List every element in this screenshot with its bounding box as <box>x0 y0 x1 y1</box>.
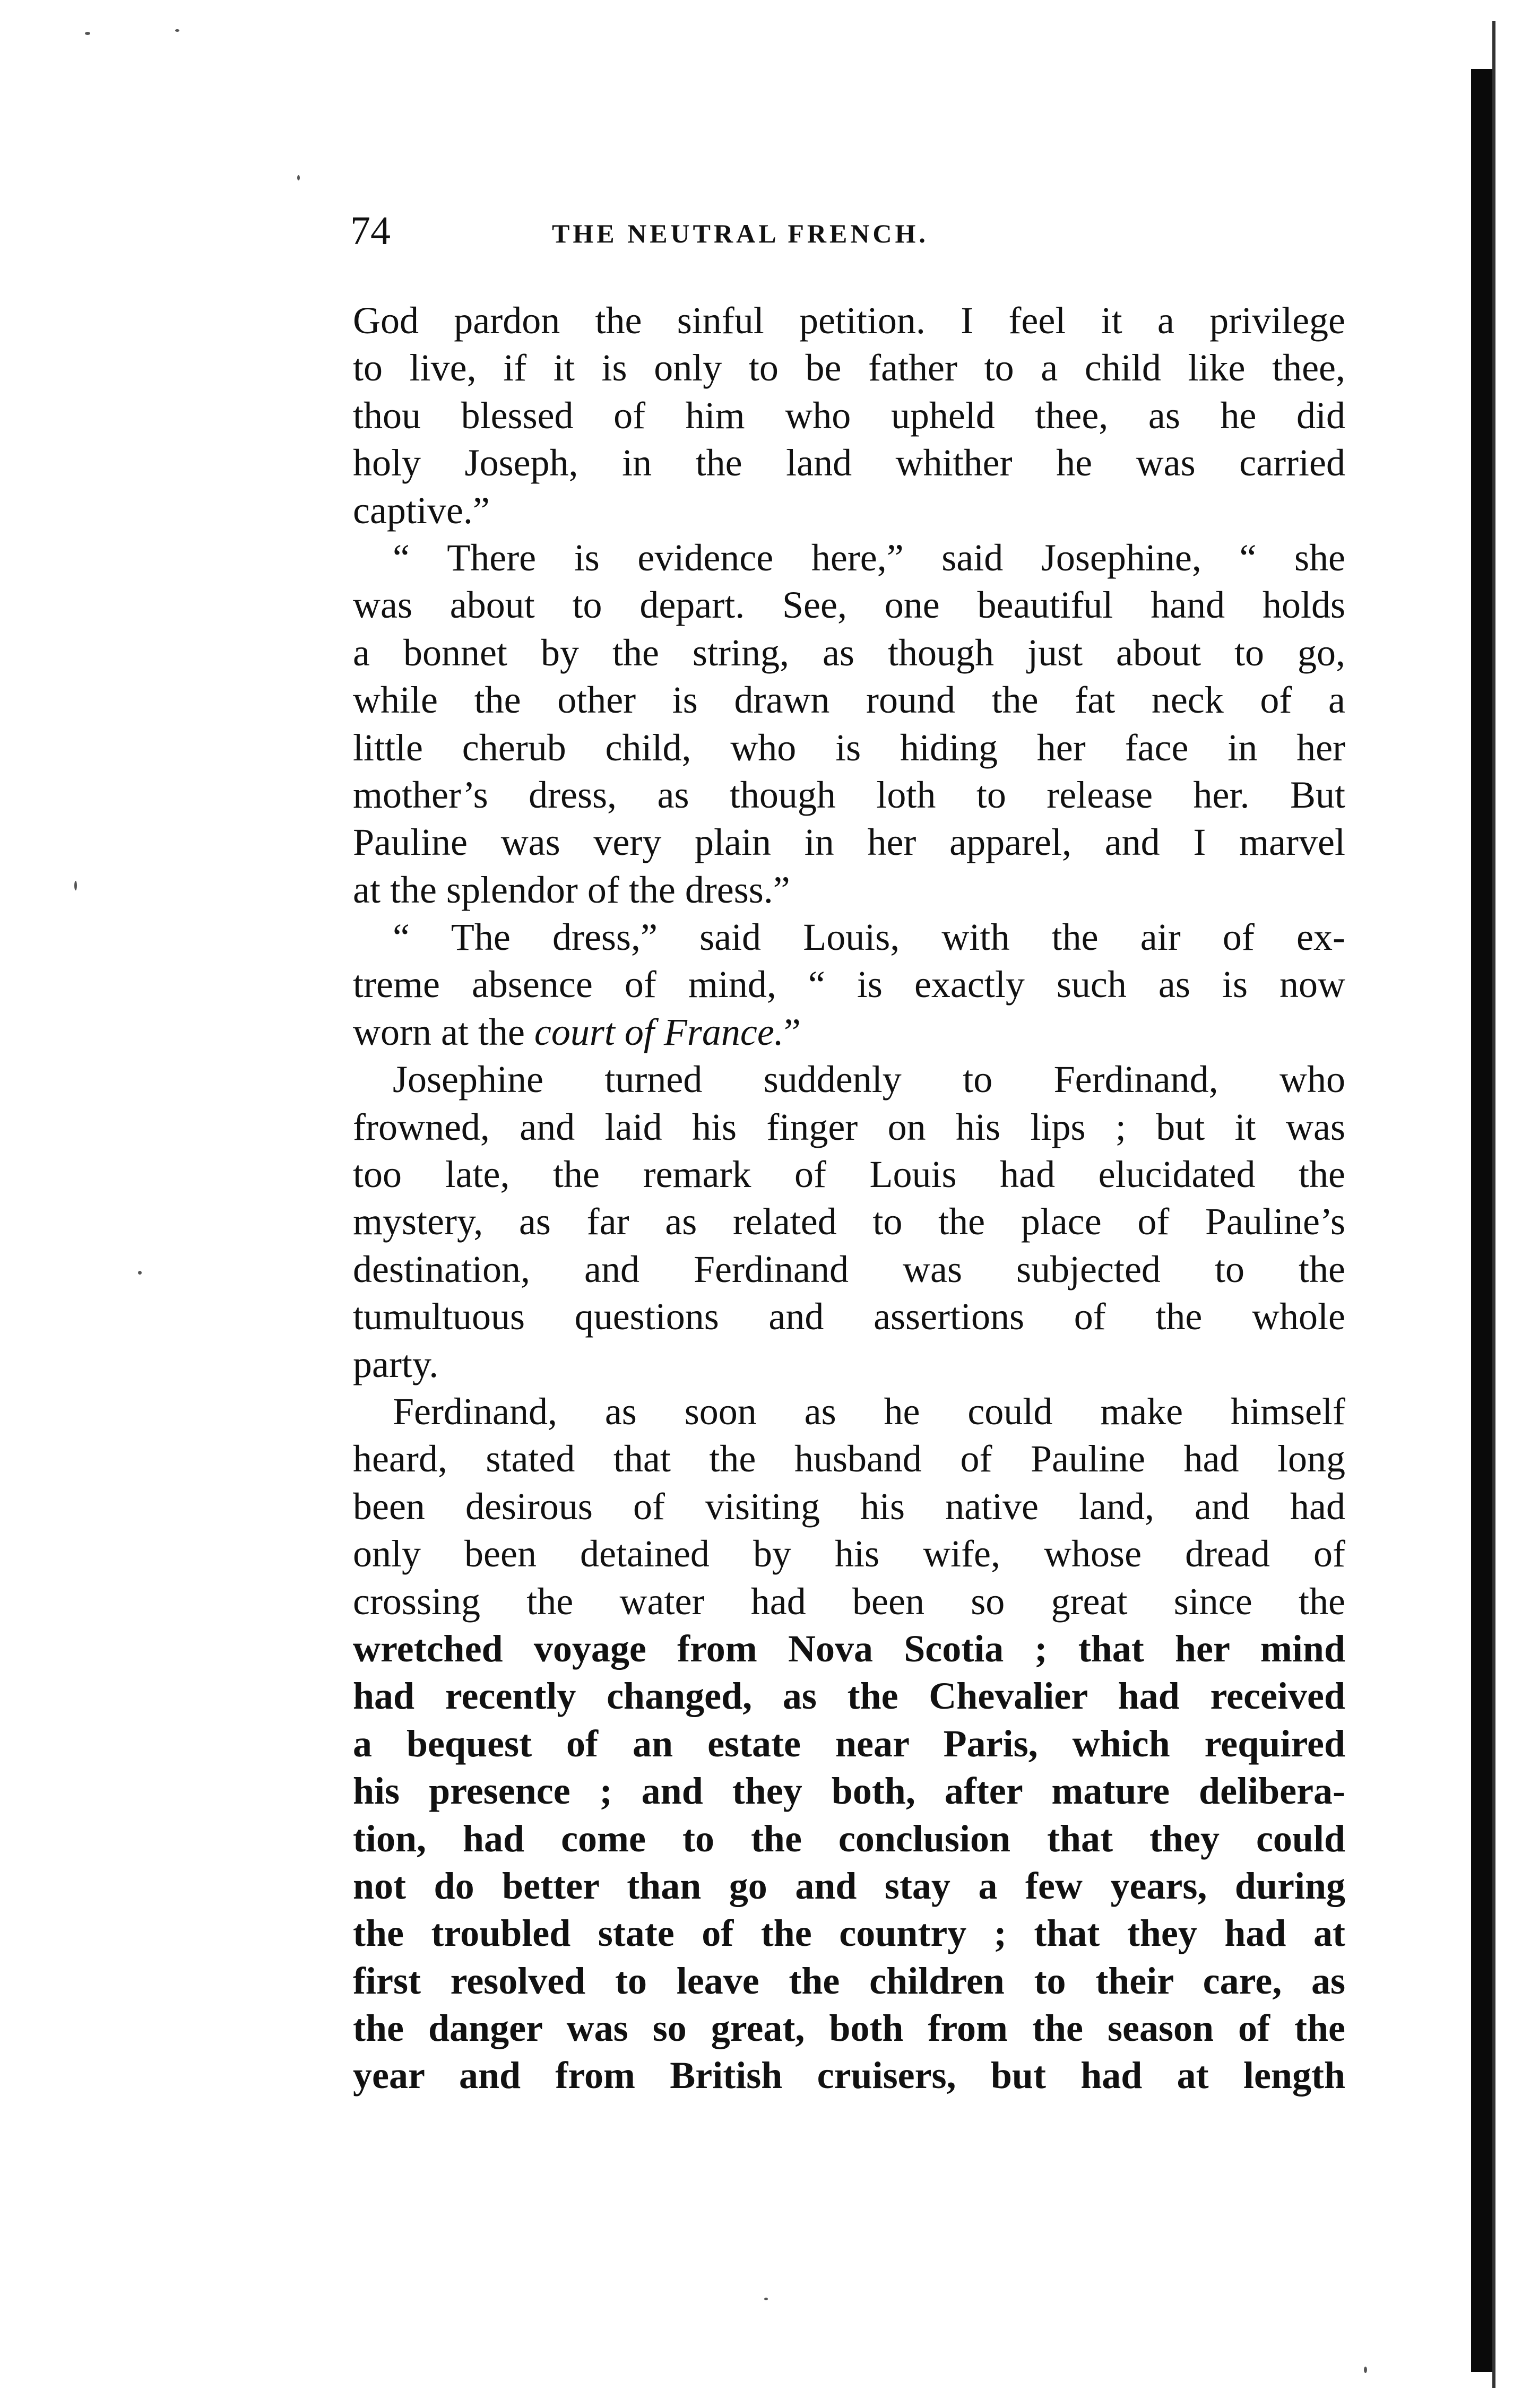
text-line: holy Joseph, in the land whither he was carried <box>353 441 1345 484</box>
text-line: had recently changed, as the Chevalier had received <box>353 1675 1345 1718</box>
text-line: treme absence of mind, “ is exactly such as is now <box>353 963 1345 1006</box>
text-line: too late, the remark of Louis had elucidated the <box>353 1153 1345 1196</box>
running-title: THE NEUTRAL FRENCH. <box>552 219 929 248</box>
text-line: first resolved to leave the children to their care, as <box>353 1959 1345 2002</box>
text-line: been desirous of visiting his native land, and had <box>353 1485 1345 1528</box>
text-line: to live, if it is only to be father to a child like thee, <box>353 347 1345 389</box>
scan-speck <box>85 32 90 35</box>
text-line-with-italic <box>353 1009 1345 1056</box>
text-line: was about to depart. See, one beautiful hand holds <box>353 584 1345 627</box>
text-line: mother’s dress, as though loth to release her. But <box>353 773 1345 816</box>
text-line: only been detained by his wife, whose dread of <box>353 1532 1345 1575</box>
scan-speck <box>138 1271 142 1275</box>
text-line: thou blessed of him who upheld thee, as he did <box>353 394 1345 437</box>
text-line: mystery, as far as related to the place of Pauline’s <box>353 1200 1345 1243</box>
text-line: while the other is drawn round the fat neck of a <box>353 679 1345 722</box>
text-line: at the splendor of the dress.” <box>353 868 790 911</box>
text-line: crossing the water had been so great since the <box>353 1580 1345 1623</box>
scan-speck <box>297 175 300 180</box>
running-head <box>350 207 1359 255</box>
text-line: Ferdinand, as soon as he could make himself <box>393 1390 1345 1433</box>
binding-shadow <box>1471 69 1492 2372</box>
text-line: captive.” <box>353 489 490 532</box>
text-segment: worn at the <box>353 1010 534 1053</box>
text-line: party. <box>353 1342 439 1385</box>
text-line: year and from British cruisers, but had at length <box>353 2054 1345 2097</box>
italic-phrase: court of France. <box>534 1010 784 1053</box>
text-line: his presence ; and they both, after mature delibera- <box>353 1770 1345 1813</box>
text-line: a bequest of an estate near Paris, which required <box>353 1722 1345 1765</box>
text-line: not do better than go and stay a few years, during <box>353 1864 1345 1907</box>
text-line: tumultuous questions and assertions of the whole <box>353 1295 1345 1338</box>
page-number: 74 <box>350 209 391 253</box>
text-line: Pauline was very plain in her apparel, and I marvel <box>353 821 1345 864</box>
scan-speck <box>1364 2367 1367 2373</box>
text-line: “ The dress,” said Louis, with the air of ex- <box>393 916 1345 959</box>
text-line: the troubled state of the country ; that they had at <box>353 1912 1345 1955</box>
text-line: little cherub child, who is hiding her face in her <box>353 726 1345 769</box>
text-line: the danger was so great, both from the season of the <box>353 2007 1345 2050</box>
text-line: “ There is evidence here,” said Josephine, “ she <box>393 536 1345 579</box>
scan-speck <box>74 881 77 890</box>
scan-speck <box>175 29 179 32</box>
text-line: frowned, and laid his finger on his lips ; but it was <box>353 1105 1345 1148</box>
text-line: destination, and Ferdinand was subjected to the <box>353 1248 1345 1290</box>
scan-speck <box>764 2298 768 2300</box>
text-line: heard, stated that the husband of Pauline had long <box>353 1437 1345 1480</box>
body-text <box>353 297 1345 2100</box>
text-line: wretched voyage from Nova Scotia ; that her mind <box>353 1627 1345 1670</box>
text-line: tion, had come to the conclusion that they could <box>353 1817 1345 1860</box>
text-line: Josephine turned suddenly to Ferdinand, who <box>393 1058 1345 1101</box>
closing-quote: ” <box>783 1010 801 1053</box>
text-line: a bonnet by the string, as though just about to go, <box>353 631 1345 674</box>
binding-edge-line <box>1492 21 1495 2388</box>
text-line: God pardon the sinful petition. I feel it a privilege <box>353 299 1345 342</box>
